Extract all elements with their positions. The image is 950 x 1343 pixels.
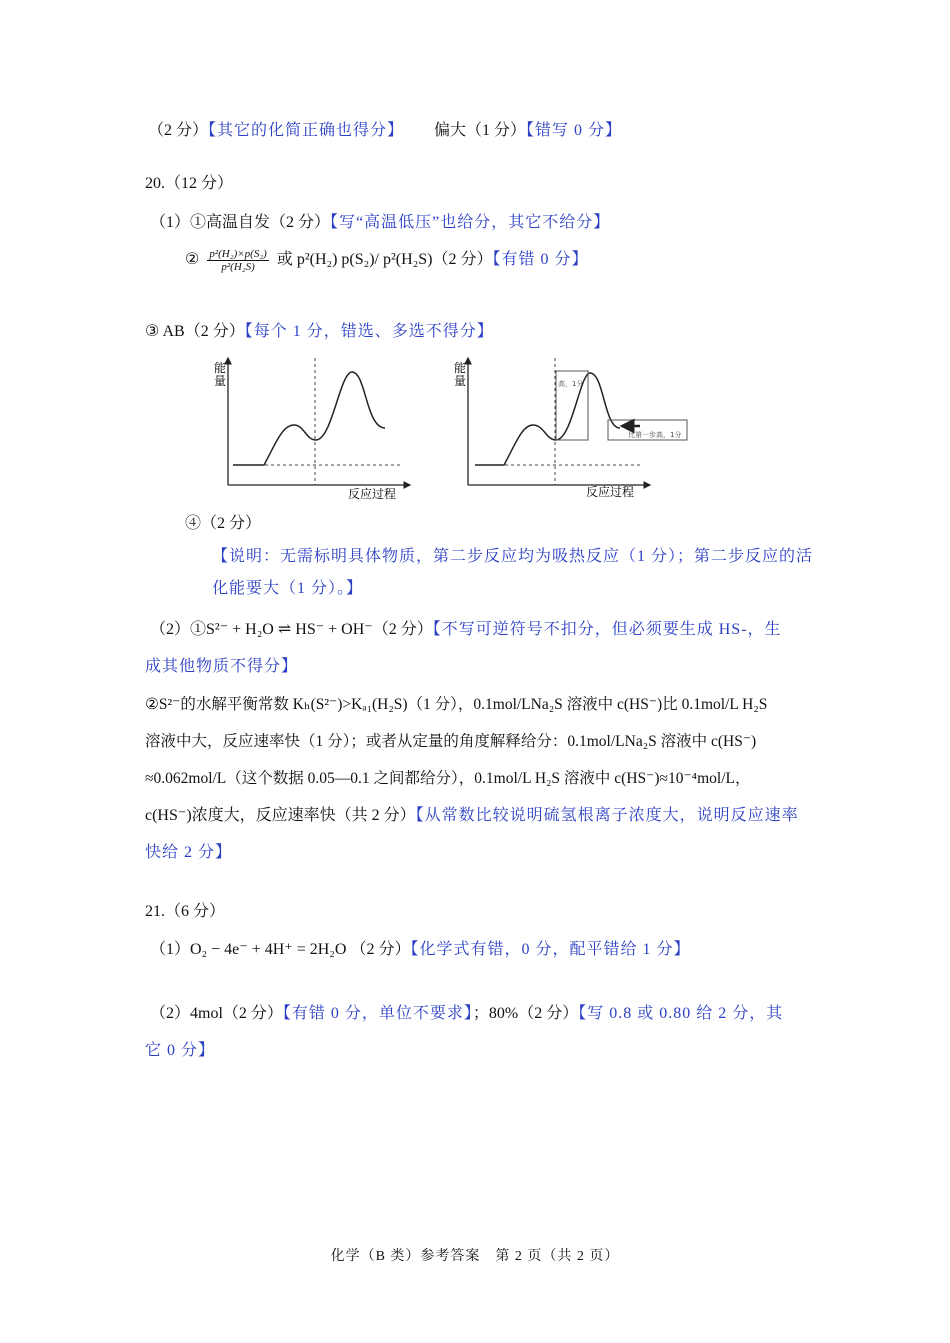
q20-2-2-a: ②S²⁻的水解平衡常数 Kₕ(S²⁻)>Kₐ₁(H₂S)（1 分），0.1mol/LNa₂S 溶液中 c(HS⁻)比 0.1mol/L H₂S [145,696,768,713]
annotation-peak: 高，1分 [558,380,584,388]
q21-2-note: 它 0 分】 [145,1042,216,1059]
y-label-1: 能 [454,361,467,375]
energy-curve [475,373,620,465]
note: 【每个 1 分，错选、多选不得分】 [244,323,494,340]
q20-2-1 [150,620,782,640]
energy-diagram-2 [454,358,687,499]
note: 【写 0.8 或 0.80 给 2 分，其 [578,1005,784,1022]
denominator: p²(H₂S) [221,260,255,273]
q20-2-2-d [145,806,799,826]
energy-diagram-1 [214,358,410,501]
text: （2 分） [148,122,209,139]
numerator: p²(H₂)×p(S₂) [209,247,267,260]
text: ；80%（2 分） [472,1005,579,1022]
y-label-2: 量 [454,374,467,388]
text: （1）O₂ − 4e⁻ + 4H⁺ = 2H₂O （2 分） [150,941,411,958]
page-footer: 化学（B 类）参考答案 第 2 页（共 2 页） [330,1249,620,1264]
q21-1 [150,940,690,960]
energy-diagrams [0,0,950,520]
note: 【错写 0 分】 [526,122,623,139]
q20-1-4: ④（2 分） [185,515,262,532]
text: （1）①高温自发（2 分） [150,214,331,231]
note: 【化学式有错，0 分，配平错给 1 分】 [410,941,691,958]
note: 【不写可逆符号不扣分，但必须要生成 HS-，生 [432,621,782,638]
x-label: 反应过程 [586,485,635,499]
text: ③ AB（2 分） [145,323,245,340]
text: 偏大（1 分） [434,122,527,139]
question-20-title: 20.（12 分） [145,175,234,192]
q20-1-4-note-1: 【说明：无需标明具体物质，第二步反应均为吸热反应（1 分）；第二步反应的活 [212,548,814,565]
energy-curve [233,372,385,465]
x-label: 反应过程 [348,487,397,501]
text: 或 p²(H₂) p(S₂)/ p²(H₂S)（2 分） [276,251,493,268]
q20-2-2-e: 快给 2 分】 [145,844,233,861]
text: （2）①S²⁻ + H₂O ⇌ HS⁻ + OH⁻（2 分） [150,621,433,638]
question-21-title: 21.（6 分） [145,903,226,920]
note: 【有错 0 分】 [492,251,589,268]
y-label-2: 量 [214,374,227,388]
note: 【写“高温低压”也给分，其它不给分】 [330,214,611,231]
q20-2-2-c: ≈0.062mol/L（这个数据 0.05—0.1 之间都给分），0.1mol/L H₂S 溶液中 c(HS⁻)≈10⁻⁴mol/L， [145,770,751,787]
text: ② [185,251,200,268]
q20-2-1-note: 成其他物质不得分】 [145,658,299,675]
note: 【从常数比较说明硫氢根离子浓度大，说明反应速率 [415,807,799,824]
text: c(HS⁻)浓度大，反应速率快（共 2 分） [145,807,416,824]
q21-2 [150,1004,783,1024]
q20-1-4-note-2: 化能要大（1 分）。】 [212,580,364,597]
note: 【有错 0 分，单位不要求】 [282,1005,473,1022]
q20-2-2-b: 溶液中大，反应速率快（1 分）；或者从定量的角度解释给分：0.1mol/LNa₂S 溶液中 c(HS⁻) [145,733,757,750]
note: 【其它的化简正确也得分】 [208,122,405,139]
text: （2）4mol（2 分） [150,1005,283,1022]
annotation-end: 比第一步高，1分 [628,431,682,439]
y-label-1: 能 [214,361,227,375]
